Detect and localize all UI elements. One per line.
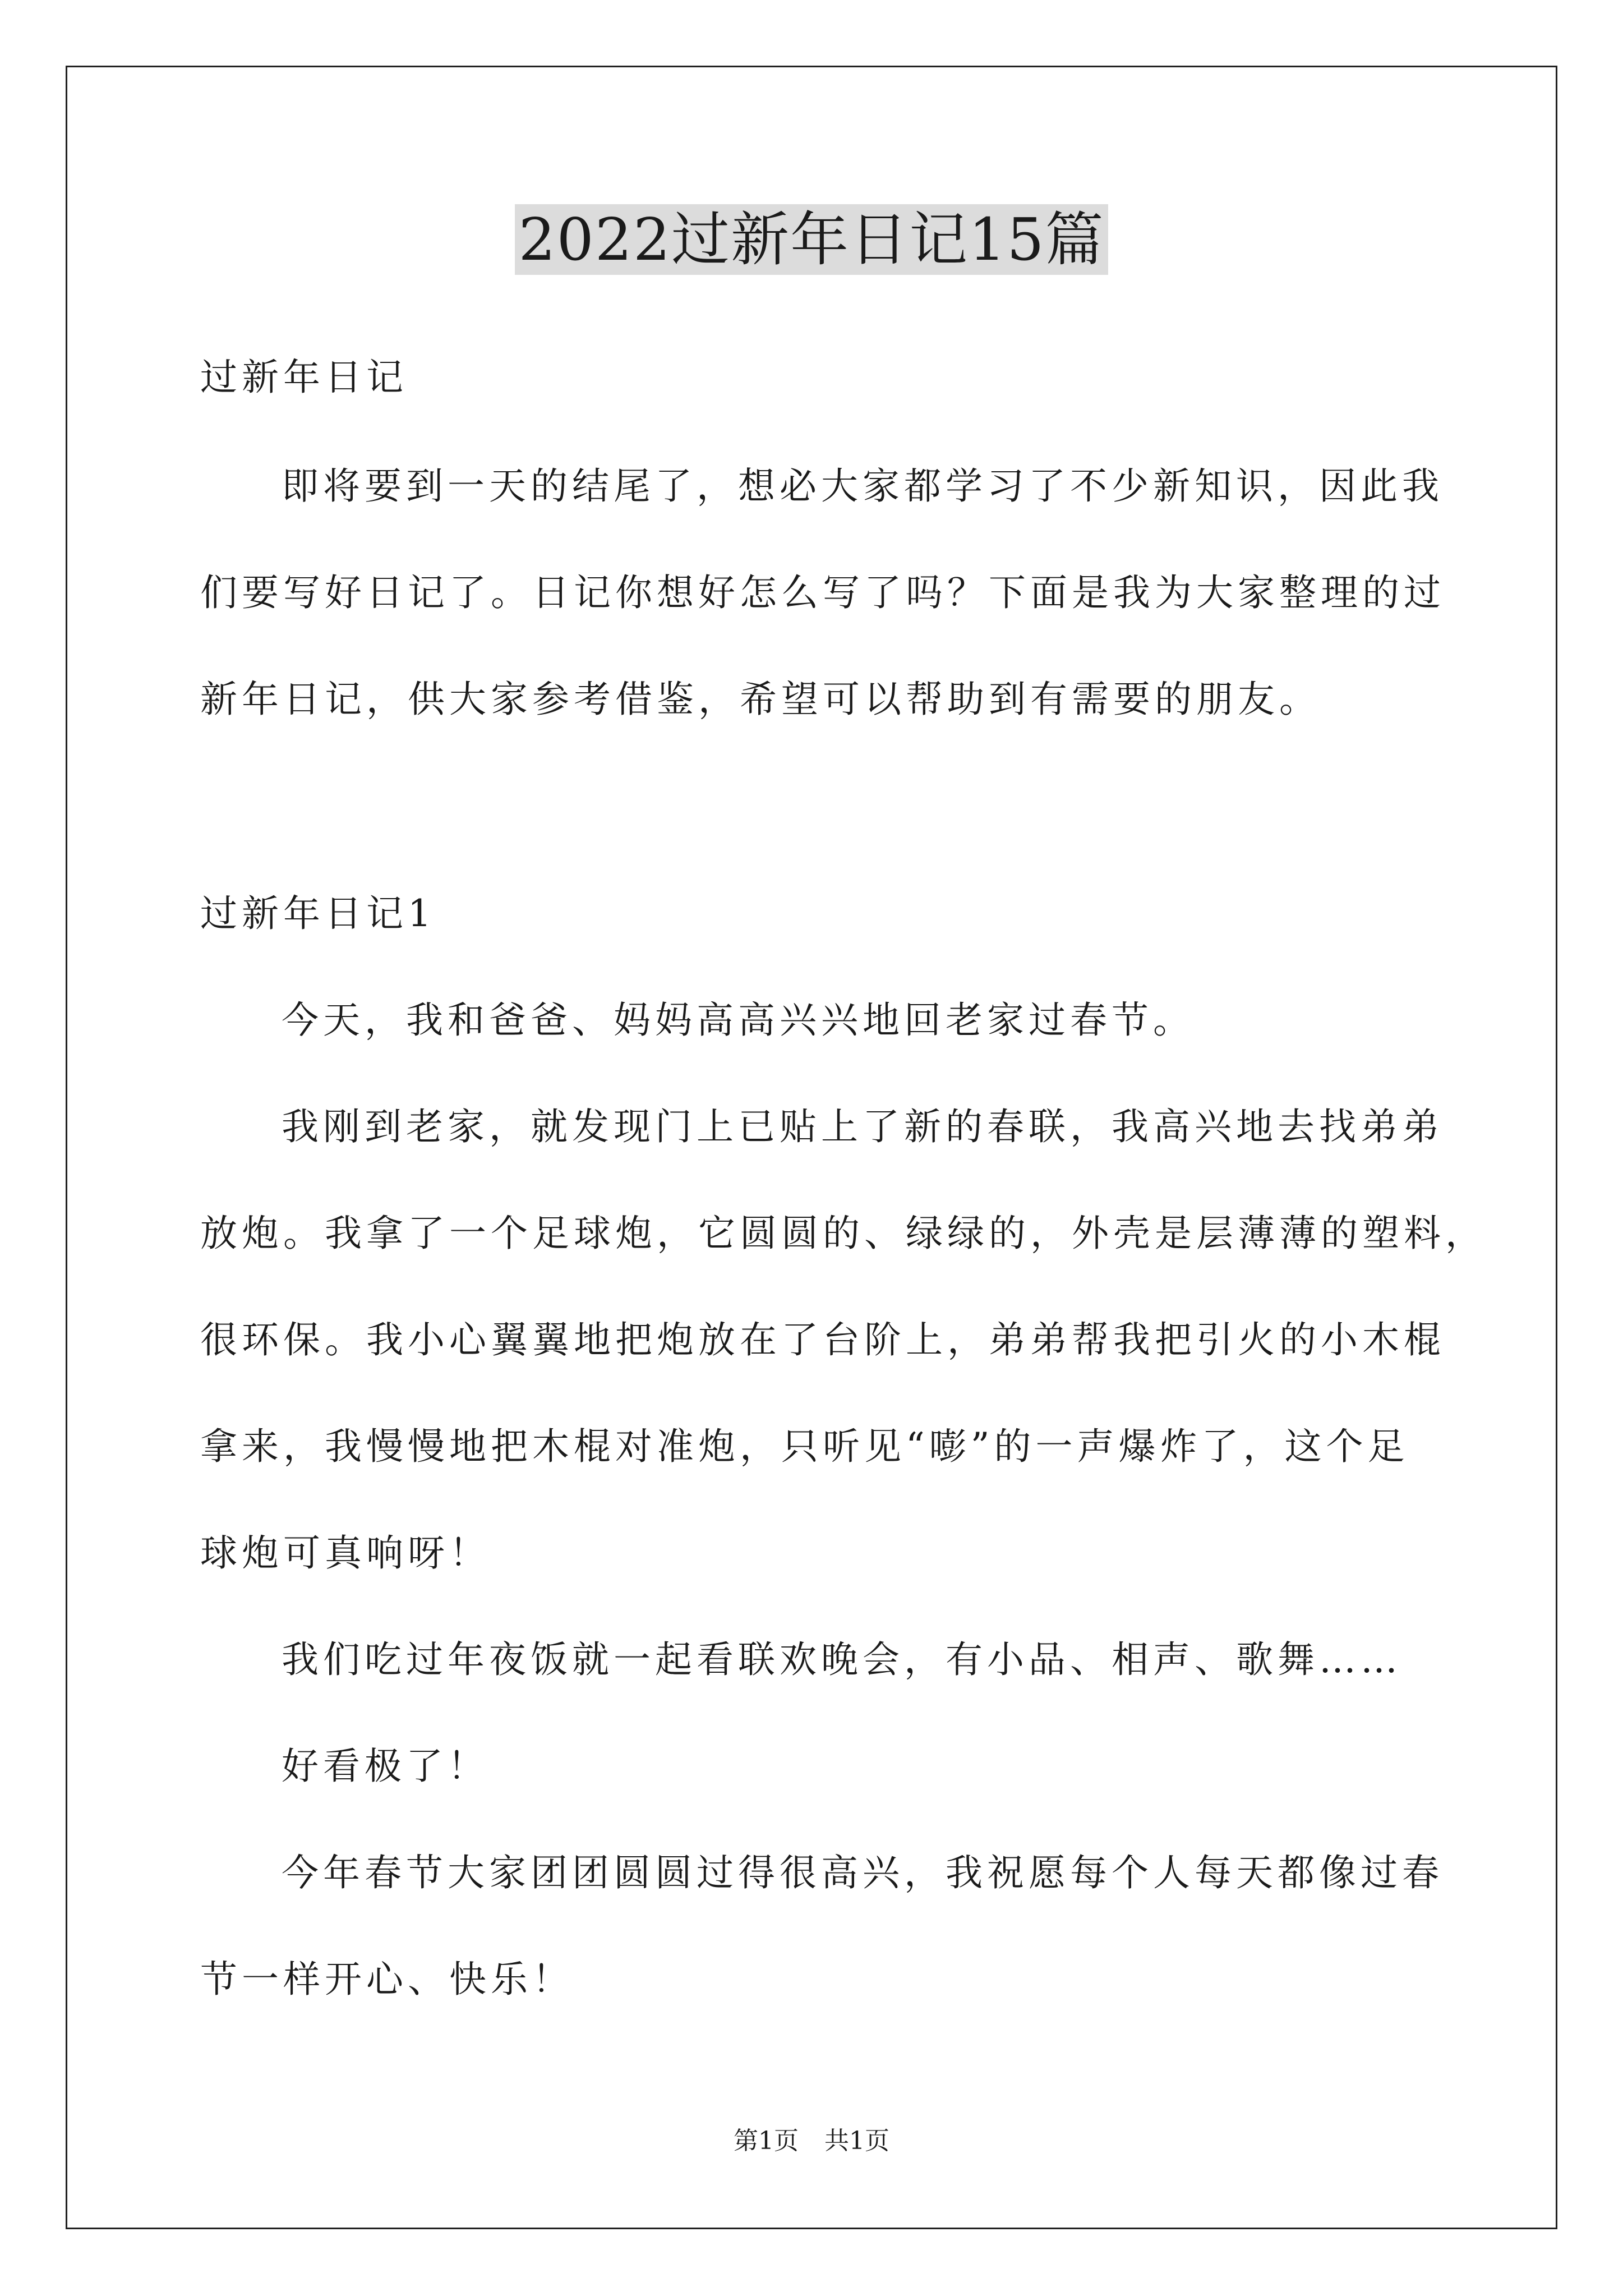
paragraph-line: 我刚到老家，就发现门上已贴上了新的春联，我高兴地去找弟弟: [282, 1105, 1444, 1148]
paragraph-line: 今天，我和爸爸、妈妈高高兴兴地回老家过春节。: [282, 999, 1195, 1042]
page-total: 共1页: [824, 2127, 889, 2155]
paragraph-line: 节一样开心、快乐！: [200, 1958, 574, 2001]
paragraph-line: 即将要到一天的结尾了，想必大家都学习了不少新知识，因此我: [282, 464, 1444, 508]
paragraph-line: 新年日记，供大家参考借鉴，希望可以帮助到有需要的朋友。: [200, 678, 1321, 721]
paragraph-line: 们要写好日记了。日记你想好怎么写了吗？下面是我为大家整理的过: [200, 571, 1445, 614]
paragraph-line: 很环保。我小心翼翼地把炮放在了台阶上，弟弟帮我把引火的小木棍: [200, 1318, 1445, 1361]
paragraph-line: 我们吃过年夜饭就一起看联欢晚会，有小品、相声、歌舞……: [282, 1638, 1402, 1681]
page-footer: [0, 2124, 1623, 2158]
section-heading: 过新年日记: [200, 356, 408, 399]
document-title: [0, 200, 1623, 279]
paragraph-line: 球炮可真响呀！: [200, 1531, 491, 1575]
paragraph-line: 拿来，我慢慢地把木棍对准炮，只听见“嘭”的一声爆炸了，这个足: [200, 1425, 1409, 1468]
paragraph-line: 今年春节大家团团圆圆过得很高兴，我祝愿每个人每天都像过春: [282, 1851, 1444, 1894]
section-heading: 过新年日记1: [200, 892, 436, 935]
page-number: 第1页: [734, 2127, 799, 2155]
document-title-text: 2022过新年日记15篇: [515, 204, 1108, 275]
paragraph-line: 好看极了！: [282, 1745, 489, 1788]
paragraph-line: 放炮。我拿了一个足球炮，它圆圆的、绿绿的，外壳是层薄薄的塑料，: [200, 1212, 1487, 1255]
